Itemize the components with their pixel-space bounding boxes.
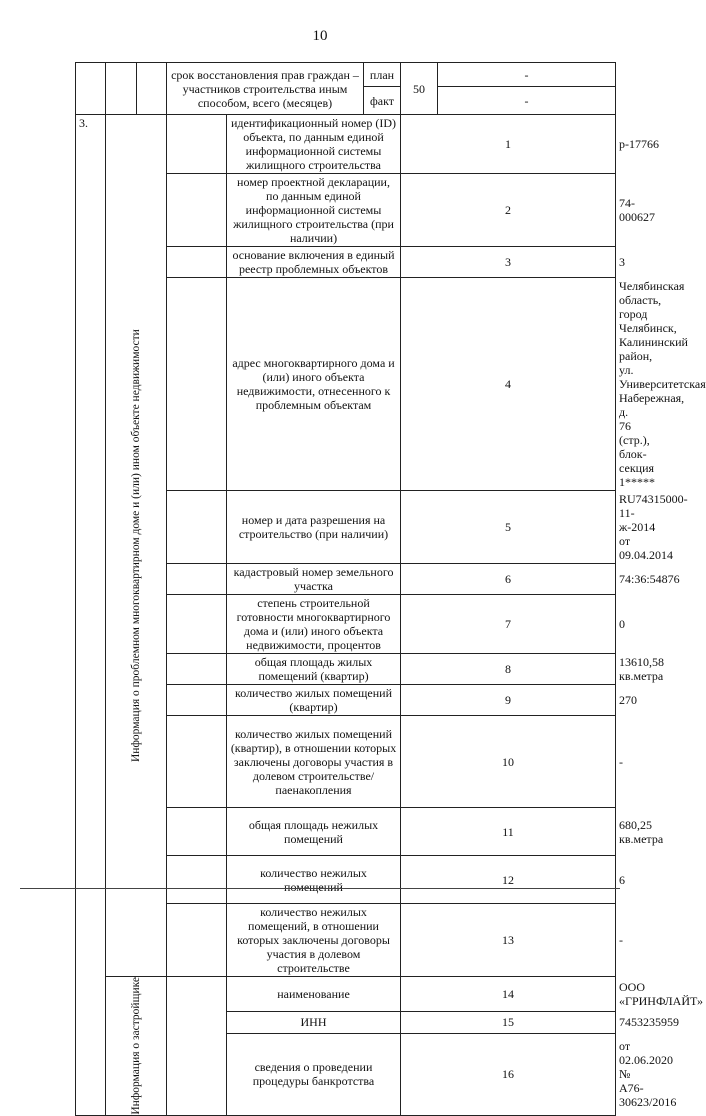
row-code: 1 <box>401 115 616 174</box>
object-group-label: Информация о проблемном многоквартирном доме и (или) ином объекте недвижимости <box>106 115 167 977</box>
table-row: ИНН 15 7453235959 <box>76 1011 616 1033</box>
blank-cell <box>167 808 227 856</box>
row-label: кадастровый номер земельного участка <box>227 564 401 595</box>
row-code: 5 <box>401 491 616 564</box>
row-label: общая площадь жилых помещений (квартир) <box>227 654 401 685</box>
blank-cell <box>167 716 227 808</box>
row-code: 10 <box>401 716 616 808</box>
section-number: 3. <box>76 115 106 1116</box>
table-row: номер проектной декларации, по данным единой информационной системы жилищного строительства (при наличии) 2 74-000627 <box>76 174 616 247</box>
table-row: количество нежилых помещений, в отношении которых заключены договоры участия в долевом строительстве 13 - <box>76 904 616 977</box>
problem-object-table <box>75 62 706 1116</box>
table-row: адрес многоквартирного дома и (или) иного объекта недвижимости, отнесенного к проблемным объектам 4 Челябинская область, город Челябинск, Калининский район, ул. Университетская Набережная, д. 76 (стр.), блок-секция 1***** <box>76 278 616 491</box>
row-code: 13 <box>401 904 616 977</box>
row-code: 11 <box>401 808 616 856</box>
table-row: общая площадь нежилых помещений 11 680,25 кв.метра <box>76 808 616 856</box>
row-label: номер проектной декларации, по данным единой информационной системы жилищного строительства (при наличии) <box>227 174 401 247</box>
row-code: 16 <box>401 1034 616 1116</box>
blank-cell <box>167 278 227 491</box>
row-label: срок восстановления прав граждан – участников строительства иным способом, всего (месяцев) <box>167 63 364 115</box>
blank-cell <box>167 904 227 977</box>
blank-cell <box>167 174 227 247</box>
row-code: 50 <box>401 63 438 115</box>
table-row: количество нежилых помещений 12 6 <box>76 856 616 904</box>
row-code: 7 <box>401 595 616 654</box>
table-row: количество жилых помещений (квартир) 9 270 <box>76 685 616 716</box>
row-code: 8 <box>401 654 616 685</box>
table-row: номер и дата разрешения на строительство (при наличии) 5 RU74315000-11-ж-2014 от 09.04.2014 <box>76 491 616 564</box>
blank-cell <box>167 595 227 654</box>
footer-divider <box>20 888 620 889</box>
row-label: основание включения в единый реестр проблемных объектов <box>227 247 401 278</box>
blank-cell <box>167 685 227 716</box>
table-row: Информация о застройщике наименование 14 ООО «ГРИНФЛАЙТ» <box>76 977 616 1012</box>
row-label: сведения о проведении процедуры банкротства <box>227 1034 401 1116</box>
fact-value: - <box>438 87 616 115</box>
row-label: количество жилых помещений (квартир), в отношении которых заключены договоры участия в долевом строительстве/паенакопления <box>227 716 401 808</box>
row-code: 6 <box>401 564 616 595</box>
row-code: 3 <box>401 247 616 278</box>
fact-label: факт <box>364 87 401 115</box>
row-code: 14 <box>401 977 616 1012</box>
row-label: количество нежилых помещений <box>227 856 401 904</box>
row-label: адрес многоквартирного дома и (или) иного объекта недвижимости, отнесенного к проблемным объектам <box>227 278 401 491</box>
plan-value: - <box>438 63 616 87</box>
row-label: количество жилых помещений (квартир) <box>227 685 401 716</box>
row-label: количество нежилых помещений, в отношении которых заключены договоры участия в долевом строительстве <box>227 904 401 977</box>
row-code: 15 <box>401 1011 616 1033</box>
table-row: количество жилых помещений (квартир), в отношении которых заключены договоры участия в долевом строительстве/паенакопления 10 - <box>76 716 616 808</box>
row-code: 12 <box>401 856 616 904</box>
row-code: 2 <box>401 174 616 247</box>
blank-cell <box>76 63 106 115</box>
row-label: номер и дата разрешения на строительство (при наличии) <box>227 491 401 564</box>
blank-cell <box>167 654 227 685</box>
table-row: общая площадь жилых помещений (квартир) 8 13610,58 кв.метра <box>76 654 616 685</box>
table-row: степень строительной готовности многоквартирного дома и (или) иного объекта недвижимости, процентов 7 0 <box>76 595 616 654</box>
row-label: общая площадь нежилых помещений <box>227 808 401 856</box>
row-label: ИНН <box>227 1011 401 1033</box>
developer-group-label: Информация о застройщике <box>106 977 167 1116</box>
table-row: основание включения в единый реестр проблемных объектов 3 3 <box>76 247 616 278</box>
row-label: наименование <box>227 977 401 1012</box>
row-label: идентификационный номер (ID) объекта, по данным единой информационной системы жилищного строительства <box>227 115 401 174</box>
table-row: кадастровый номер земельного участка 6 74:36:54876 <box>76 564 616 595</box>
blank-cell <box>167 491 227 564</box>
row-label: степень строительной готовности многоквартирного дома и (или) иного объекта недвижимости, процентов <box>227 595 401 654</box>
blank-cell <box>167 115 227 174</box>
blank-cell <box>106 63 137 115</box>
row-code: 4 <box>401 278 616 491</box>
plan-label: план <box>364 63 401 87</box>
blank-cell <box>167 247 227 278</box>
blank-cell <box>167 564 227 595</box>
table-row: сведения о проведении процедуры банкротства 16 от 02.06.2020 № А76-30623/2016 <box>76 1034 616 1116</box>
blank-cell <box>137 63 167 115</box>
row-code: 9 <box>401 685 616 716</box>
blank-cell <box>167 856 227 904</box>
page-number: 10 <box>312 28 328 44</box>
table-row: 3. Информация о проблемном многоквартирном доме и (или) ином объекте недвижимости идентификационный номер (ID) объекта, по данным единой информационной системы жилищного строительства 1 р-17766 <box>76 115 616 174</box>
blank-cell <box>167 977 227 1116</box>
